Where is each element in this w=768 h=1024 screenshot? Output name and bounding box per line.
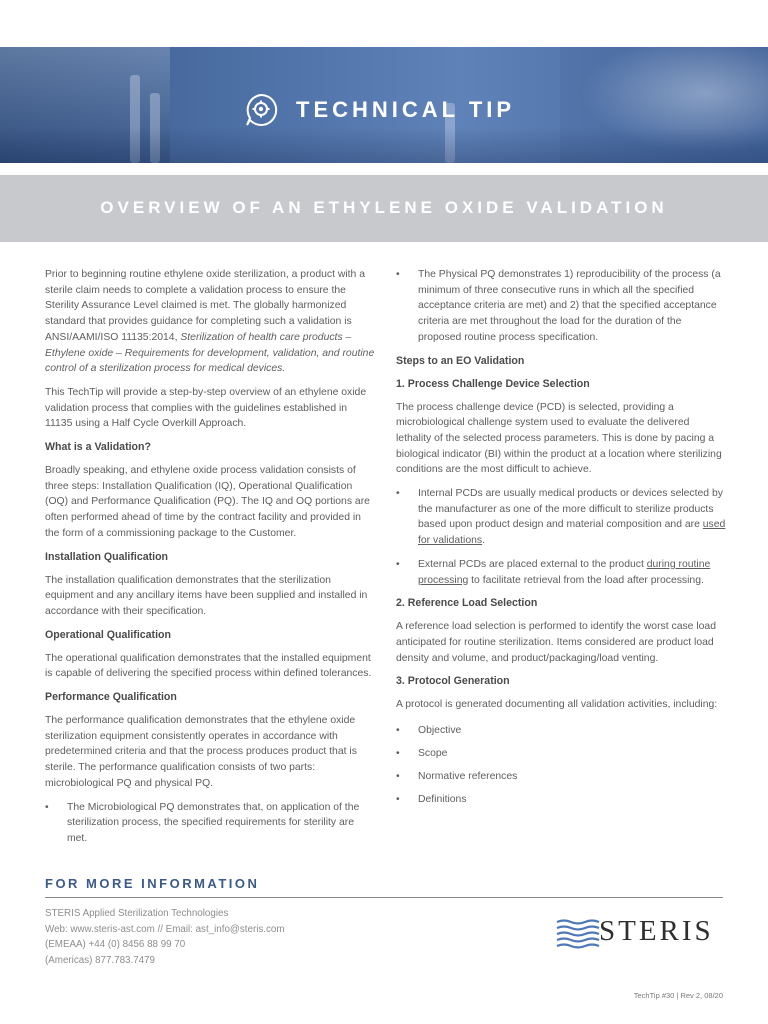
gear-chat-icon (244, 93, 278, 127)
heading-what-is-validation: What is a Validation? (45, 441, 151, 454)
protocol-paragraph: A protocol is generated documenting all validation activities, including: (396, 699, 718, 711)
intro-text: Prior to beginning routine ethylene oxide sterilization, a product with a sterile claim needs to complete a validation process to ensure the Sterility Assurance Level claimed is met. The globally harmonized standard that provides guidance for completing such a validation is ANSI/AAMI/ISO 11135:2014, (45, 269, 365, 343)
document-reference: TechTip #30 | Rev 2, 08/20 (633, 991, 723, 1000)
contact-block (45, 906, 285, 969)
heading-operational-qualification: Operational Qualification (45, 628, 171, 641)
banner-title: TECHNICAL TIP (296, 97, 516, 122)
phone-emeaa: (EMEAA) +44 (0) 8456 88 99 70 (45, 939, 186, 951)
list-item: • Objective (396, 723, 726, 738)
web-email: Web: www.steris-ast.com // Email: ast_info@steris.com (45, 923, 285, 935)
list-item: • Definitions (396, 792, 726, 807)
heading-steps: Steps to an EO Validation (396, 354, 525, 367)
header-banner (0, 47, 768, 163)
list-item: • Scope (396, 746, 726, 761)
list-item: • The Microbiological PQ demonstrates that, on application of the sterilization process, the specified requirements for sterility are met. (45, 800, 375, 847)
list-item (396, 557, 726, 588)
title-band (0, 175, 768, 242)
reference-load-paragraph: A reference load selection is performed to identify the worst case load anticipated for routine sterilization. Items considered are product load density and volume, and product/packaging/load venting. (396, 621, 716, 664)
intro-paragraph-2: This TechTip will provide a step-by-step overview of an ethylene oxide validation process that complies with the guidelines established in 11135 using a Half Cycle Overkill Approach. (45, 386, 367, 430)
heading-pcd-selection: 1. Process Challenge Device Selection (396, 377, 590, 390)
intro-paragraph (45, 267, 375, 377)
external-pcd-underline: during routine processing (418, 558, 711, 586)
heading-reference-load: 2. Reference Load Selection (396, 597, 538, 610)
protocol-list (396, 723, 726, 807)
internal-pcd-underline: used for validations (418, 519, 726, 547)
divider (45, 897, 723, 898)
left-column (45, 267, 375, 855)
oq-paragraph: The operational qualification demonstrates that the installed equipment is capable of delivering the specified process within defined tolerances. (45, 652, 372, 680)
validation-paragraph: Broadly speaking, and ethylene oxide process validation consists of three steps: Installation Qualification (IQ), Operational Qualification (OQ) and Performance Qualification (PQ). The IQ and OQ portions are often performed ahead of time by the contract facility and provided in the form of a commissioning package to the Customer. (45, 465, 370, 539)
external-pcd-end: to facilitate retrieval from the load after processing. (468, 574, 704, 586)
more-info-title: FOR MORE INFORMATION (45, 876, 260, 891)
iq-paragraph: The installation qualification demonstrates that the sterilization equipment and any ancillary items have been supplied and installed in accordance with their specification. (45, 574, 368, 617)
internal-pcd-text: Internal PCDs are usually medical products or devices selected by the manufacturer as one of the more difficult to sterilize products based upon product design and material composition and are (418, 488, 723, 531)
standard-title: Sterilization of health care products – Ethylene oxide – Requirements for development, validation, and routine control of a sterilization process for medical devices. (45, 331, 375, 375)
page-title: OVERVIEW OF AN ETHYLENE OXIDE VALIDATION (100, 198, 668, 217)
pq-list (45, 800, 375, 847)
physical-pq-list (396, 267, 726, 346)
pcd-list (396, 486, 726, 588)
list-item: • The Physical PQ demonstrates 1) reproducibility of the process (a minimum of three consecutive runs in which all the specified acceptance criteria are met) and 2) that the specified acceptance criteria are met throughout the load for the duration of the proposed routine process specification. (396, 267, 726, 346)
heading-protocol-generation: 3. Protocol Generation (396, 675, 510, 688)
company-name: STERIS Applied Sterilization Technologies (45, 908, 229, 919)
steris-logo-text: STERIS (599, 915, 714, 947)
list-item: • Normative references (396, 769, 726, 784)
list-item (396, 486, 726, 549)
external-pcd-text: External PCDs are placed external to the product (418, 558, 647, 570)
pcd-paragraph: The process challenge device (PCD) is selected, providing a microbiological challenge system used to evaluate the delivered lethality of the selected process parameters. This is done by pacing a biological indicator (BI) within the product at a location where sterilizing conditions are the most difficult to achieve. (396, 401, 722, 476)
phone-americas: (Americas) 877.783.7479 (45, 955, 156, 967)
internal-pcd-end: . (482, 535, 486, 547)
heading-performance-qualification: Performance Qualification (45, 691, 177, 704)
pq-paragraph: The performance qualification demonstrates that the ethylene oxide sterilization equipment consistently operates in accordance with predetermined criteria and that the process produces product that is sterile. The performance qualification consists of two parts: microbiological PQ and physical PQ. (45, 715, 357, 789)
heading-installation-qualification: Installation Qualification (45, 550, 169, 563)
right-column (396, 267, 726, 815)
banner-bench (0, 127, 768, 163)
